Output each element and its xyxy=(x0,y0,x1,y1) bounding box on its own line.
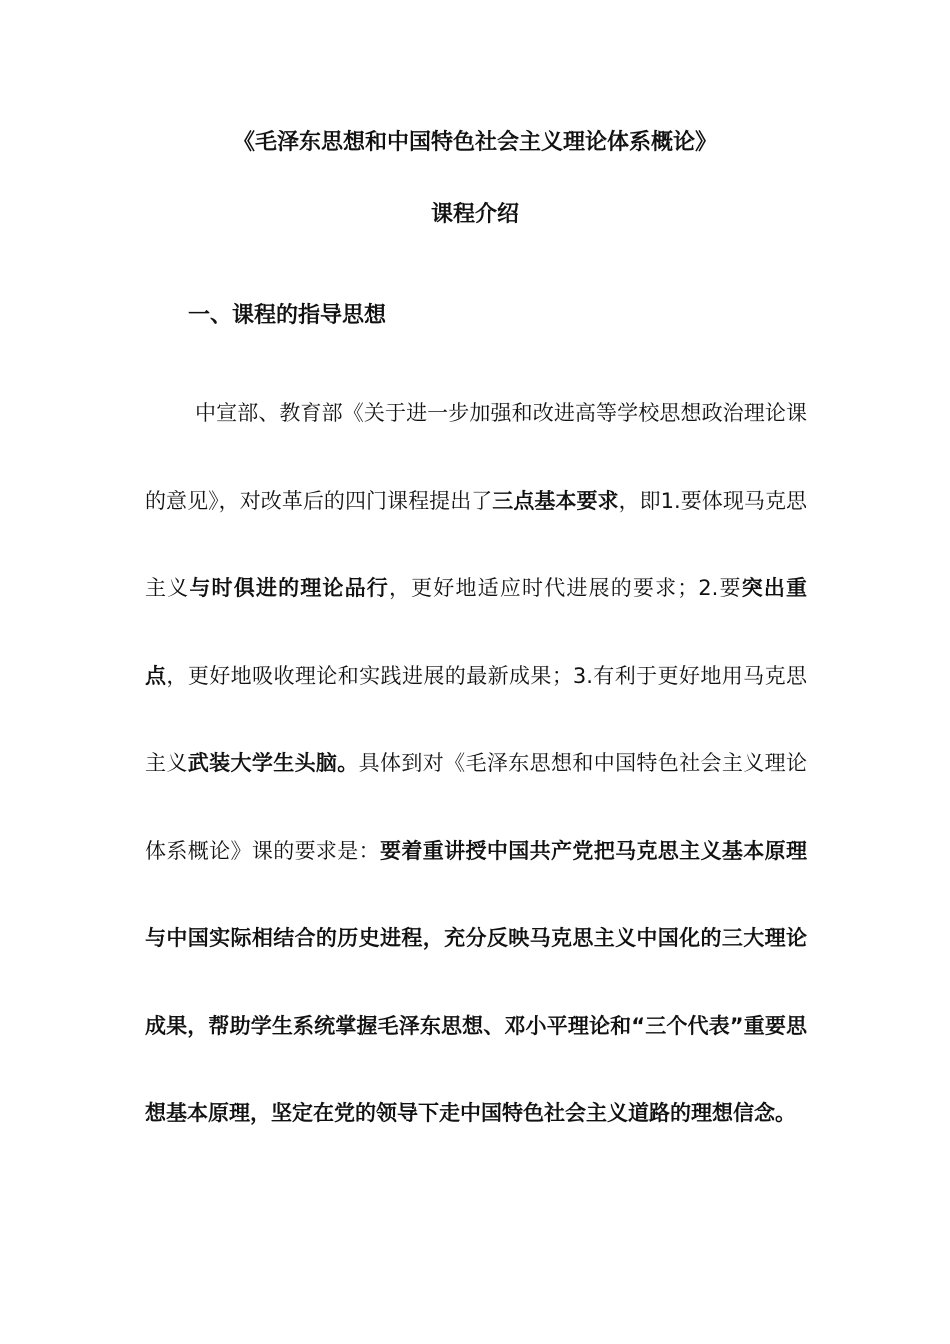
bold-text-segment: 三点基本要求 xyxy=(492,488,619,513)
bold-text-segment: 突出重点 xyxy=(145,576,808,688)
section-heading: 一、课程的指导思想 xyxy=(188,303,387,328)
text-segment: ，更好地吸收理论和实践进展的最新成果；3.有利于更好地用马克思主义 xyxy=(145,663,807,775)
document-title: 《毛泽东思想和中国特色社会主义理论体系概论》 xyxy=(232,130,717,155)
bold-text-segment: 要着重讲授中国共产党把马克思主义基本原理与中国实际相结合的历史进程，充分反映马克思主义中国化的三大理论成果，帮助学生系统掌握毛泽东思想、邓小平理论和“三个代表”重要思想基本原理，坚定在党的领导下走中国特色社会主义道路的理想信念。 xyxy=(145,838,808,1125)
text-segment: ，即1.要体现马克思主义 xyxy=(145,488,807,600)
body-paragraph xyxy=(145,370,807,1158)
text-segment: 具体到对《毛泽东思想和中国特色社会主义理论体系概论》课的要求是： xyxy=(145,751,808,863)
bold-text-segment: 与时俱进的理论品行 xyxy=(189,576,389,600)
bold-text-segment: 武装大学生头脑。 xyxy=(187,751,359,775)
document-subtitle: 课程介绍 xyxy=(430,202,519,227)
text-segment: ，更好地适应时代进展的要求；2.要 xyxy=(388,576,742,600)
text-segment: 中宣部、教育部《关于进一步加强和改进高等学校思想政治理论课的意见》，对改革后的四门课程提出了 xyxy=(145,401,807,513)
